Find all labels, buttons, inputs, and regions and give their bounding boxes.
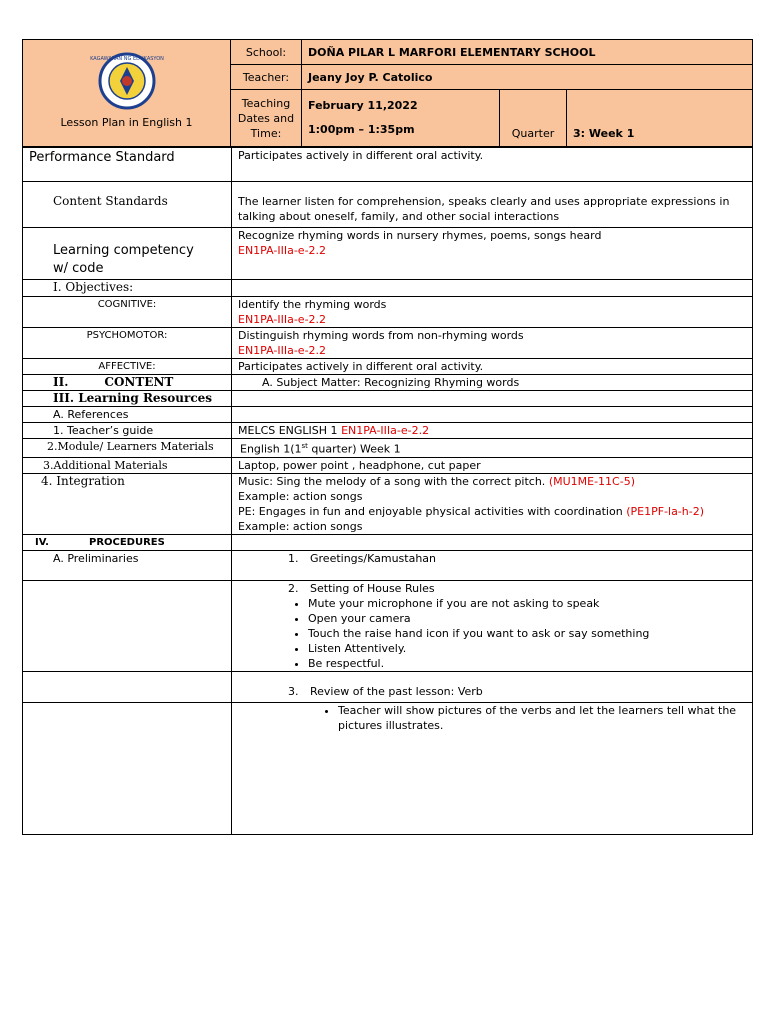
- seal-text: KAGAWARAN NG EDUKASYON: [90, 56, 164, 62]
- lesson-title: Lesson Plan in English 1: [60, 116, 193, 129]
- teacher-label: Teacher:: [231, 65, 302, 90]
- performance-standard-label: Performance Standard: [23, 148, 232, 182]
- list-item: • Teacher will show pictures of the verbs and let the learners tell what the pictures illustrates.: [338, 703, 746, 733]
- learning-resources-label: III. Learning Resources: [23, 391, 232, 407]
- music-code: (MU1ME-11C-5): [548, 474, 635, 488]
- learning-resources-value: [232, 391, 753, 407]
- list-item: • Mute your microphone if you are not asking to speak: [308, 596, 746, 611]
- content-standards-value: The learner listen for comprehension, speaks clearly and uses appropriate expressions in talking about oneself, family, and other social interactions: [232, 182, 753, 228]
- quarter-value: 3: Week 1: [567, 90, 753, 147]
- review-list: [238, 703, 746, 733]
- integration-value: Music: Sing the melody of a song with the correct pitch. (MU1ME-11C-5) Example: action songs PE: Engages in fun and enjoyable physical activities with coordination (PE1PF-la-h-2) Example: action songs: [232, 473, 753, 534]
- pe-code: (PE1PF-la-h-2): [626, 504, 705, 518]
- school-value: DOÑA PILAR L MARFORI ELEMENTARY SCHOOL: [302, 40, 753, 65]
- cognitive-code: EN1PA-IIIa-e-2.2: [238, 313, 327, 326]
- teacher-value: Jeany Joy P. Catolico: [302, 65, 753, 90]
- cognitive-value: Identify the rhyming words EN1PA-IIIa-e-2.2: [232, 297, 753, 328]
- procedures-label: IV. PROCEDURES: [23, 534, 232, 550]
- house-rules-left: [23, 580, 232, 671]
- time-value: 1:00pm – 1:35pm: [308, 123, 415, 137]
- psychomotor-value: Distinguish rhyming words from non-rhyming words EN1PA-IIIa-e-2.2: [232, 328, 753, 359]
- teachers-guide-code: EN1PA-IIIa-e-2.2: [341, 424, 430, 437]
- house-rules-list: [238, 596, 746, 671]
- quarter-label: Quarter: [500, 90, 567, 147]
- review-detail: [232, 702, 753, 834]
- learning-competency-value: Recognize rhyming words in nursery rhymes, poems, songs heard EN1PA-IIIa-e-2.2: [232, 228, 753, 280]
- affective-label: AFFECTIVE:: [23, 359, 232, 375]
- list-item: • Listen Attentively.: [308, 641, 746, 656]
- teachers-guide-label: 1. Teacher’s guide: [23, 423, 232, 439]
- integration-label: 4. Integration: [23, 473, 232, 534]
- psychomotor-label: PSYCHOMOTOR:: [23, 328, 232, 359]
- lesson-plan-table: [22, 147, 753, 835]
- additional-materials-label: 3.Additional Materials: [23, 457, 232, 473]
- performance-standard-value: Participates actively in different oral activity.: [232, 148, 753, 182]
- list-item: • Be respectful.: [308, 656, 746, 671]
- step-greetings: 1. Greetings/Kamustahan: [232, 550, 753, 580]
- lesson-title-cell: [23, 40, 231, 147]
- teachers-guide-value: MELCS ENGLISH 1 EN1PA-IIIa-e-2.2: [232, 423, 753, 439]
- dates-label: Teaching Dates and Time:: [231, 90, 302, 147]
- list-item: • Touch the raise hand icon if you want to ask or say something: [308, 626, 746, 641]
- school-label: School:: [231, 40, 302, 65]
- references-label: A. References: [23, 407, 232, 423]
- affective-value: Participates actively in different oral activity.: [232, 359, 753, 375]
- psychomotor-code: EN1PA-IIIa-e-2.2: [238, 344, 327, 357]
- preliminaries-label: A. Preliminaries: [23, 550, 232, 580]
- references-value: [232, 407, 753, 423]
- subject-matter: A. Subject Matter: Recognizing Rhyming words: [232, 375, 753, 391]
- competency-code: EN1PA-IIIa-e-2.2: [238, 244, 327, 257]
- learning-competency-label: Learning competency w/ code: [23, 228, 232, 280]
- header-table: [22, 39, 753, 147]
- module-value: English 1(1st quarter) Week 1: [232, 439, 753, 458]
- step-review: 3. Review of the past lesson: Verb: [232, 671, 753, 702]
- review-detail-left: [23, 702, 232, 834]
- objectives-value: [232, 280, 753, 297]
- review-left: [23, 671, 232, 702]
- objectives-label: I. Objectives:: [23, 280, 232, 297]
- step-house-rules: 2. Setting of House Rules • Mute your microphone if you are not asking to speak • Open your camera • Touch the raise hand icon if you want to ask or say something • Listen Attentively. • Be respectful.: [232, 580, 753, 671]
- deped-seal-icon: [90, 52, 164, 110]
- cognitive-label: COGNITIVE:: [23, 297, 232, 328]
- procedures-value: [232, 534, 753, 550]
- additional-materials-value: Laptop, power point , headphone, cut paper: [232, 457, 753, 473]
- content-standards-label: Content Standards: [23, 182, 232, 228]
- date-value: February 11,2022: [308, 99, 418, 113]
- module-label: 2.Module/ Learners Materials: [23, 439, 232, 458]
- content-label: II. CONTENT: [23, 375, 232, 391]
- date-time-value: [302, 90, 500, 147]
- list-item: • Open your camera: [308, 611, 746, 626]
